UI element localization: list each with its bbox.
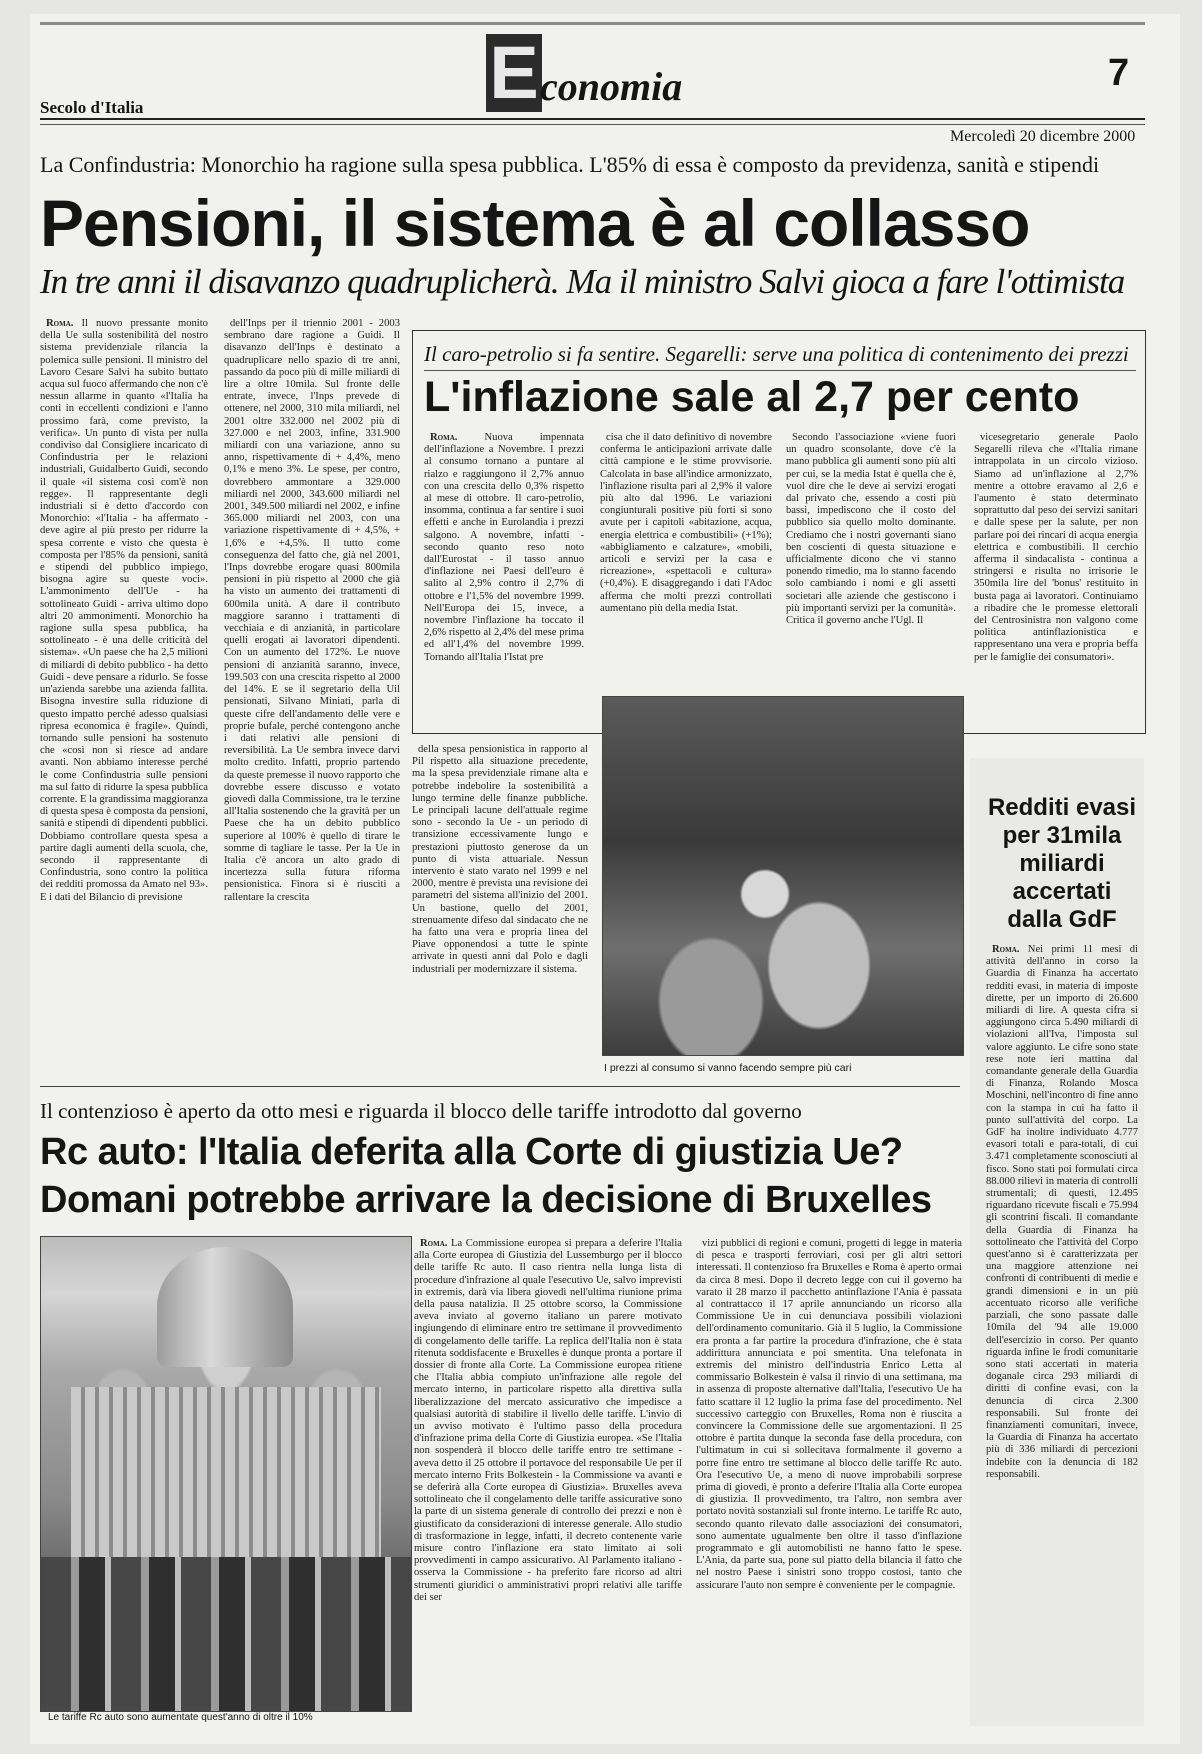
- rc-column-1: [414, 1238, 682, 1722]
- top-rule: [40, 22, 1145, 25]
- inflation-text-2: cisa che il dato definitivo di novembre conferma le anticipazioni arrivate dalle città campione e le stime provvisorie. Calcolata in base all'indice armonizzato, l'inflazione risulta pari al 2,9% il valore più alto dal 1996. Le variazioni congiunturali positive più forti si sono avute per i capitoli «abitazione, acqua, energia elettrica e combustibili» (+1%); «abbigliamento e calzature», «mobili, articoli e servizi per la casa e ricreazione», «spettacoli e cultura» (+0,4%). E disaggregando i dati l'Adoc afferma che molti prezzi controllati aumentano più della media Istat.: [600, 432, 772, 614]
- facade-shape: [71, 1387, 381, 1557]
- lead-column-2: [224, 318, 400, 1068]
- rome-photo-caption: Le tariffe Rc auto sono aumentate quest'anno di oltre il 10%: [48, 1712, 313, 1723]
- traffic-shape: [41, 1557, 411, 1711]
- market-photo-caption: I prezzi al consumo si vanno facendo sempre più cari: [604, 1062, 852, 1074]
- rc-kicker: Il contenzioso è aperto da otto mesi e riguarda il blocco delle tariffe introdotto dal governo: [40, 1099, 802, 1123]
- rome-photo: [40, 1236, 412, 1712]
- lead-subhead: In tre anni il disavanzo quadruplicherà. Ma il ministro Salvi gioca a fare l'ottimista: [40, 262, 1125, 301]
- sidebar-headline: Redditi evasi per 31mila miliardi accertati dalla GdF: [987, 794, 1137, 933]
- inflation-headline: L'inflazione sale al 2,7 per cento: [424, 373, 1080, 421]
- story-divider: [40, 1086, 960, 1087]
- masthead-rule-thin: [40, 124, 1145, 125]
- sidebar-column: [986, 944, 1138, 1722]
- lead-column-3: [412, 744, 588, 1068]
- inflation-text-4: vicesegretario generale Paolo Segarelli rileva che «l'Italia rimane intrappolata in un circolo vizioso. Siamo ad un'inflazione al 2,7% mentre a ottobre eravamo al 2,6 e l'aumento è stato determinato soprattutto dal peso dei servizi sanitari e dalle spese per la salute, per non parlare poi dei rincari di acqua energia elettrica e combustibili. Il cerchio afferma il sindacalista - continua a stringersi e risulta no irrisorie le 350mila lire del 'bonus' restituito in busta paga ai lavoratori. Continuiamo a ribadire che le promesse elettorali del Centrosinistra non valgono come politica antinflazionistica e rappresentano una vera e propria beffa per le famiglie dei consumatori».: [974, 432, 1138, 663]
- sidebar-text: Nei primi 11 mesi di attività dell'anno in corso la Guardia di Finanza ha accertato redditi evasi, in materia di imposte dirette, per un importo di 26.600 miliardi di lire. A questa cifra si aggiungono circa 5.490 miliardi di violazioni all'Iva, l'imposta sul valore aggiunto. Le cifre sono state rese note ieri mattina dal comandante generale della Guardia di Finanza, Rolando Mosca Moschini, nell'incontro di fine anno con la stampa in cui ha fatto il punto sull'attività del corpo. La GdF ha inoltre individuato 4.777 evasori totali e para-totali, di cui 3.471 completamente sconosciuti al fisco. Sono stati poi formulati circa 88.000 rilievi in materia di controlli strumentali; di questi, 12.495 riguardano ricevute fiscali e 75.994 gli scontrini fiscali. Il comandante della Guardia di Finanza ha sottolineato che l'attività del Corpo quest'anno si è caratterizzata per una maggiore attenzione nei confronti di contribuenti di medie e grandi dimensioni e in un più accentuato ricorso alle verifiche parziali, che sono passate dalle 10mila del '94 alle 19.000 dell'esercizio in corso. Per quanto riguarda infine le frodi comunitarie sono stati accertati in materia doganale circa 293 miliardi di diritti di confine evasi, con la denuncia di circa 2.300 responsabili. Sul fronte dei finanziamenti comunitari, invece, la Guardia di Finanza ha accertato più di 336 miliardi di percezioni indebite con la denuncia di 182 responsabili.: [986, 944, 1138, 1480]
- dateline: Roma.: [430, 432, 458, 443]
- section-title: conomia: [540, 64, 683, 109]
- page-number: 7: [1108, 52, 1130, 94]
- dateline: Roma.: [420, 1238, 448, 1249]
- lead-text-3: della spesa pensionistica in rapporto al Pil rispetto alla situazione precedente, ma la spesa previdenziale rimane alta e potrebbe indebolire la sostenibilità a lungo termine delle finanze pubbliche. Le principali lacune dell'attuale regime sono - secondo la Ue - un periodo di transizione eccessivamente lungo e prestazioni piuttosto generose da un punto di vista attuariale. Nessun intervento è stato varato nel 1999 e nel 2000, mentre è prevista una revisione dei parametri del sistema all'inizio del 2001. Un bastione, quello del 2001, strenuamente difeso dal sindacato che ne ha fatto una vera e propria linea del Piave opponendosi a tutte le spinte arrivate in questi anni dal Polo e dagli industriali per modernizzare il sistema.: [412, 744, 588, 975]
- masthead-rule: [40, 118, 1145, 120]
- lead-text-2: dell'Inps per il triennio 2001 - 2003 sembrano dare ragione a Guidi. Il disavanzo dell'Inps è destinato a quadruplicare nello spazio di tre anni, passando da poco più di mille miliardi di lire a oltre 10mila. Sul fronte delle entrate, invece, l'Inps prevede di ottenere, nel 2000, 310 mila miliardi, nel 2001 oltre 332.000 nel 2002 più di 327.000 e nel 2003, infine, 331.900 miliardi con una variazione, anno su anno, rispettivamente di + 4,4%, meno 0,1% e meno 3%. Le spese, per contro, dovrebbero ammontare a 329.000 miliardi nel 2000, 343.600 miliardi nel 2001, 349.500 miliardi nel 2002, e infine 365.000 miliardi nel 2003, con una variazione rispettivamente di + 4,5%, + 1,6% e +4,5%. Il tutto come conseguenza del fatto che, già nel 2001, l'Inps dovrebbe erogare quasi 800mila pensioni in più rispetto al 2000 che già ha visto un aumento dei trattamenti di 600mila unità. A dare il contributo maggiore saranno i trattamenti di vecchiaia e di anzianità, in particolare quelli erogati ai lavoratori dipendenti. Con un aumento del 172%. Le nuove pensioni di anzianità saranno, invece, 199.503 con una crescita rispetto al 2000 del 14%. E se il segretario della Uil pensionati, Silvano Miniati, parla di queste cifre dell'andamento delle vere e proprie bufale, perché contengono anche i dati relativi alle pensioni di reversibilità. La Ue sembra invece darvi molto credito. Infatti, proprio partendo da queste premesse il nuovo rapporto che dovrebbe essere discusso e votato giovedì dalla Commissione, tra le terzine all'Italia sostenendo che la gravità per un Paese che ha un debito pubblico superiore al 100% è quello di tirare le somme di tagliare le tasse. Per la Ue in Italia c'è ancora un alto grado di incertezza sulla futura riforma pensionistica. Finora si è riusciti a rallentare la crescita: [224, 318, 400, 903]
- dateline: Roma.: [992, 944, 1020, 955]
- inflation-text-3: Secondo l'associazione «viene fuori un quadro sconsolante, dove c'è la mano pubblica gli aumenti sono più alti per cui, se la media Istat è quella che è, vuol dire che le deve ai servizi erogati dal privato che, essendo a costi più bassi, impediscono che il costo del pubblico sia quello molto dominante. Crediamo che i nostri governanti siano ben coscienti di questa situazione e ufficialmente dicono che vi stanno ponendo rimedio, ma lo stanno facendo solo cambiando i nomi e gli assetti societari alle aziende che gestiscono i più importanti servizi per la comunità». Critica il governo anche l'Ugl. Il: [786, 432, 956, 627]
- inflation-column-3: [786, 432, 956, 692]
- rc-text-1: La Commissione europea si prepara a deferire l'Italia alla Corte europea di Giustizia del Lussemburgo per il blocco delle tariffe Rc auto. Il caso rientra nella lunga lista di procedure d'infrazione al quale l'esecutivo Ue, salvo imprevisti in extremis, darà via libera giovedì nell'ultima riunione prima della pausa natalizia. Il 25 ottobre scorso, la Commissione aveva inviato al governo italiano un parere motivato ingiungendo di eliminare entro tre settimane il provvedimento di congelamento delle tariffe. La replica dell'Italia non è stata ritenuta soddisfacente e Bruxelles è dunque pronta a portare il dossier di fronte alla Corte. La Commissione europea ritiene che l'Italia abbia compiuto un'infrazione alle regole del mercato interno, in particolare rispetto alla direttiva sulla liberalizzazione del mercato assicurativo che impedisce a qualsiasi autorità di stabilire il livello delle tariffe. L'invio di un avviso motivato è l'ultimo passo della procedura d'infrazione prima della Corte di Giustizia europea. «Se l'Italia non sospenderà il blocco delle tariffe entro tre settimane - aveva detto il 25 ottobre il portavoce del responsabile Ue per il mercato interno Frits Bolkestein - la Commissione va avanti e se deferirà alla Corte europea di Giustizia». Bruxelles aveva sottolineato che il congelamento delle tariffe assicurative sono la parte di un sistema generale di controllo dei prezzi e non è giustificato da considerazioni di interesse generale. Allo studio di trasformazione in legge, infatti, il decreto contenente varie misure contro l'inflazione era stato limitato ai soli provvedimenti in campo assicurativo. Al Parlamento italiano - osserva la Commissione - ha preferito fare ricorso ad altri strumenti giuridici o amministrativi propri relativi alle tariffe dei ser: [414, 1238, 682, 1603]
- market-photo: [602, 696, 964, 1056]
- rc-column-2: [696, 1238, 962, 1722]
- rc-headline-line-1: Rc auto: l'Italia deferita alla Corte di giustizia Ue?: [40, 1131, 903, 1173]
- inflation-column-2: [600, 432, 772, 692]
- lead-kicker: La Confindustria: Monorchio ha ragione sulla spesa pubblica. L'85% di essa è composto da previdenza, sanità e stipendi: [40, 152, 1100, 177]
- dateline: Roma.: [46, 318, 74, 329]
- issue-date: Mercoledì 20 dicembre 2000: [950, 128, 1136, 145]
- inflation-column-1: [424, 432, 584, 728]
- inflation-column-4: [974, 432, 1138, 728]
- newspaper-brand: Secolo d'Italia: [40, 98, 144, 117]
- lead-headline: Pensioni, il sistema è al collasso: [40, 186, 1030, 260]
- rc-headline-line-2: Domani potrebbe arrivare la decisione di Bruxelles: [40, 1179, 932, 1221]
- inflation-rule: [424, 370, 1136, 371]
- inflation-kicker: Il caro-petrolio si fa sentire. Segarelli: serve una politica di contenimento dei prezzi: [424, 342, 1129, 366]
- inflation-text-1: Nuova impennata dell'inflazione a Novembre. I prezzi al consumo tornano a puntare al rialzo e raggiungono il 2,7% annuo con una crescita dello 0,3% rispetto al mese di ottobre. Il caro-petrolio, insomma, continua a far sentire i suoi effetti e anche in Eurolandia i prezzi salgono. A novembre, infatti - secondo quanto reso noto dall'Eurostat - il tasso annuo d'inflazione nei Paesi dell'euro è salito al 2,9% contro il 2,7% di ottobre e l'1,5% del novembre 1999. Nell'Europa dei 15, invece, a novembre l'inflazione ha toccato il 2,6% rispetto al 2,4% del mese prima ed all'1,4% del novembre 1999. Tornando all'Italia l'Istat pre: [424, 432, 584, 663]
- section-initial: E: [486, 34, 542, 112]
- dome-shape: [157, 1247, 293, 1367]
- lead-text-1: Il nuovo pressante monito della Ue sulla sostenibilità del nostro sistema previdenziale rilancia la polemica sulle pensioni. Il ministro del Lavoro Cesare Salvi ha subito buttato acqua sul fuoco affermando che non c'è nessun allarme in quanto «l'Italia ha conti in eccellenti condizioni e l'anno prossimo farà, come previsto, la verifica». Un punto di vista per nulla condiviso dal Consigliere incaricato di Confindustria per le relazioni industriali, Guidalberto Guidi, secondo il quale «il sistema così com'è non regge». Il rappresentante degli industriali si è detto d'accordo con Monorchio: «l'Italia - ha affermato - deve agire al più presto per ridurre la spesa corrente e visto che questa è composta per l'85% da pensioni, sanità e stipendi del pubblico impiego, bisogna agire su queste voci». L'ammonimento dell'Ue - ha sottolineato Guidi - arriva ultimo dopo altri 20 ammonimenti. Monorchio ha ragione sulla spesa pubblica, ha sottolineato - è una delle criticità del sistema». «Un paese che ha 2,5 milioni di miliardi di debito pubblico - ha detto Guidi - deve pensare a ridurlo. Se fosse un'azienda sarebbe una azienda fallita. Bisogna investire sulla riduzione di questo impatto perché adesso qualsiasi ripresa economica è fragile». Quindi, tornando sulle pensioni ha sostenuto che «così non si riesce ad andare avanti. Non abbiamo interesse perché le come Confindustria sulle pensioni ma sul fatto di ridurre la spesa pubblica corrente. E la grandissima maggioranza di questa spesa è composta da pensioni, sanità e stipendi di dipendenti pubblici. Dobbiamo controllare questa spesa a partire dagli aumenti della scuola, che, secondo il rappresentante di Confindustria, sono contro la politica dei redditi promossa da Amato nel 93». E i dati del Bilancio di previsione: [40, 318, 208, 903]
- rc-text-2: vizi pubblici di regioni e comuni, progetti di legge in materia di pesca e trasporti ferroviari, così per gli altri settori interessati. Il contenzioso fra Bruxelles e Roma è aperto ormai da circa 8 mesi. Dopo il decreto legge con cui il governo ha varato il 28 marzo il pacchetto antinflazione l'Ania è passata al contrattacco il 17 aprile annunciando un ricorso alla Commissione Ue in cui denunciava possibili violazioni dell'ordinamento comunitario. Già il 5 luglio, la Commissione era pronta a far partire la procedura d'infrazione, che è stata addirittura annunciata e poi smentita. Una telefonata in extremis del ministro dell'industria Enrico Letta al commissario Bolkestein è valsa il rinvio di una settimana, ma in assenza di proposte alternative dall'Italia, l'esecutivo Ue ha fatto scattare il 12 luglio la prima fase del procedimento. Nel successivo carteggio con Bruxelles, Roma non è riuscita a convincere la Commissione delle sue argomentazioni. Il 25 ottobre è partita dunque la seconda fase della procedura, con l'ultimatum in cui si sollecitava formalmente il governo a porre fine entro tre settimane al blocco delle tariffe Rc auto. Ora l'esecutivo Ue, a meno di nuove improbabili sorprese prima di giovedì, è pronto a deferire l'Italia alla Corte europea di giustizia. Il provvedimento, tra l'altro, non sembra aver portato novità sostanziali sul fronte interno. Le tariffe Rc auto, secondo quanto rilevato dalle associazioni dei consumatori, sono aumentate ugualmente ben oltre il tasso d'inflazione programmato e gli automobilisti ne hanno fatto le spese. L'Ania, da parte sua, pone sul piatto della bilancia il fatto che nel nostro Paese i sinistri sono troppo costosi, tanto che assicurare l'auto non sempre è conveniente per le compagnie.: [696, 1238, 962, 1591]
